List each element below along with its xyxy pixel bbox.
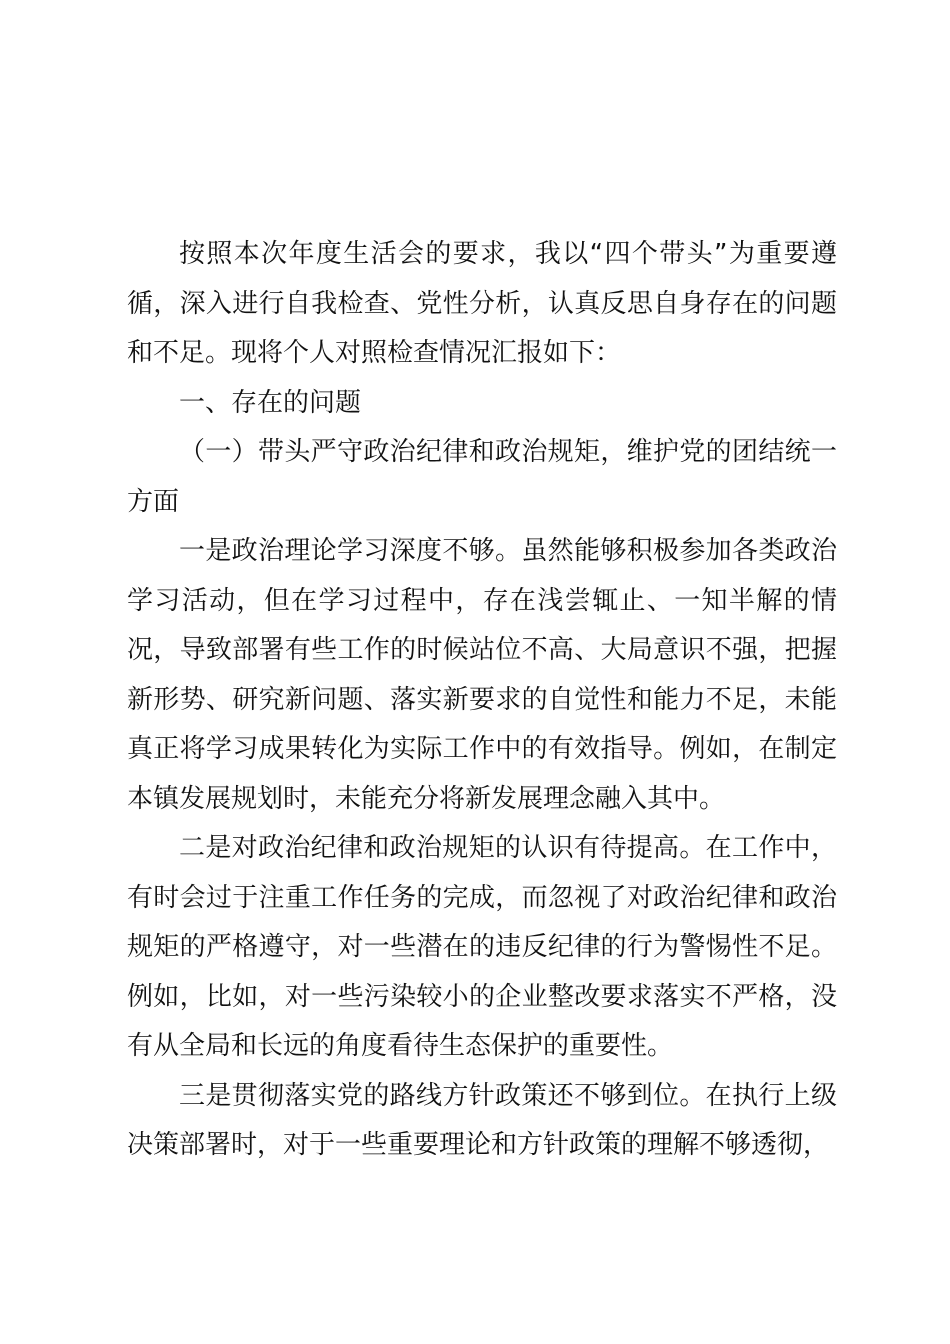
document-body: [127, 230, 837, 1171]
body-paragraph: 三是贯彻落实党的路线方针政策还不够到位。在执行上级决策部署时，对于一些重要理论和方针政策的理解不够透彻，: [127, 1080, 837, 1160]
body-paragraph: 二是对政治纪律和政治规矩的认识有待提高。在工作中，有时会过于注重工作任务的完成，而忽视了对政治纪律和政治规矩的严格遵守，对一些潜在的违反纪律的行为警惕性不足。例如，比如，对一些污染较小的企业整改要求落实不严格，没有从全局和长远的角度看待生态保护的重要性。: [127, 833, 837, 1061]
section-heading: 一、存在的问题: [179, 387, 362, 418]
subsection-heading: （一）带头严守政治纪律和政治规矩，维护党的团结统一方面: [127, 437, 837, 517]
intro-paragraph: 按照本次年度生活会的要求，我以“四个带头”为重要遵循，深入进行自我检查、党性分析，认真反思自身存在的问题和不足。现将个人对照检查情况汇报如下：: [127, 239, 837, 368]
body-paragraph: 一是政治理论学习深度不够。虽然能够积极参加各类政治学习活动，但在学习过程中，存在浅尝辄止、一知半解的情况，导致部署有些工作的时候站位不高、大局意识不强，把握新形势、研究新问题、落实新要求的自觉性和能力不足，未能真正将学习成果转化为实际工作中的有效指导。例如，在制定本镇发展规划时，未能充分将新发展理念融入其中。: [127, 536, 837, 814]
